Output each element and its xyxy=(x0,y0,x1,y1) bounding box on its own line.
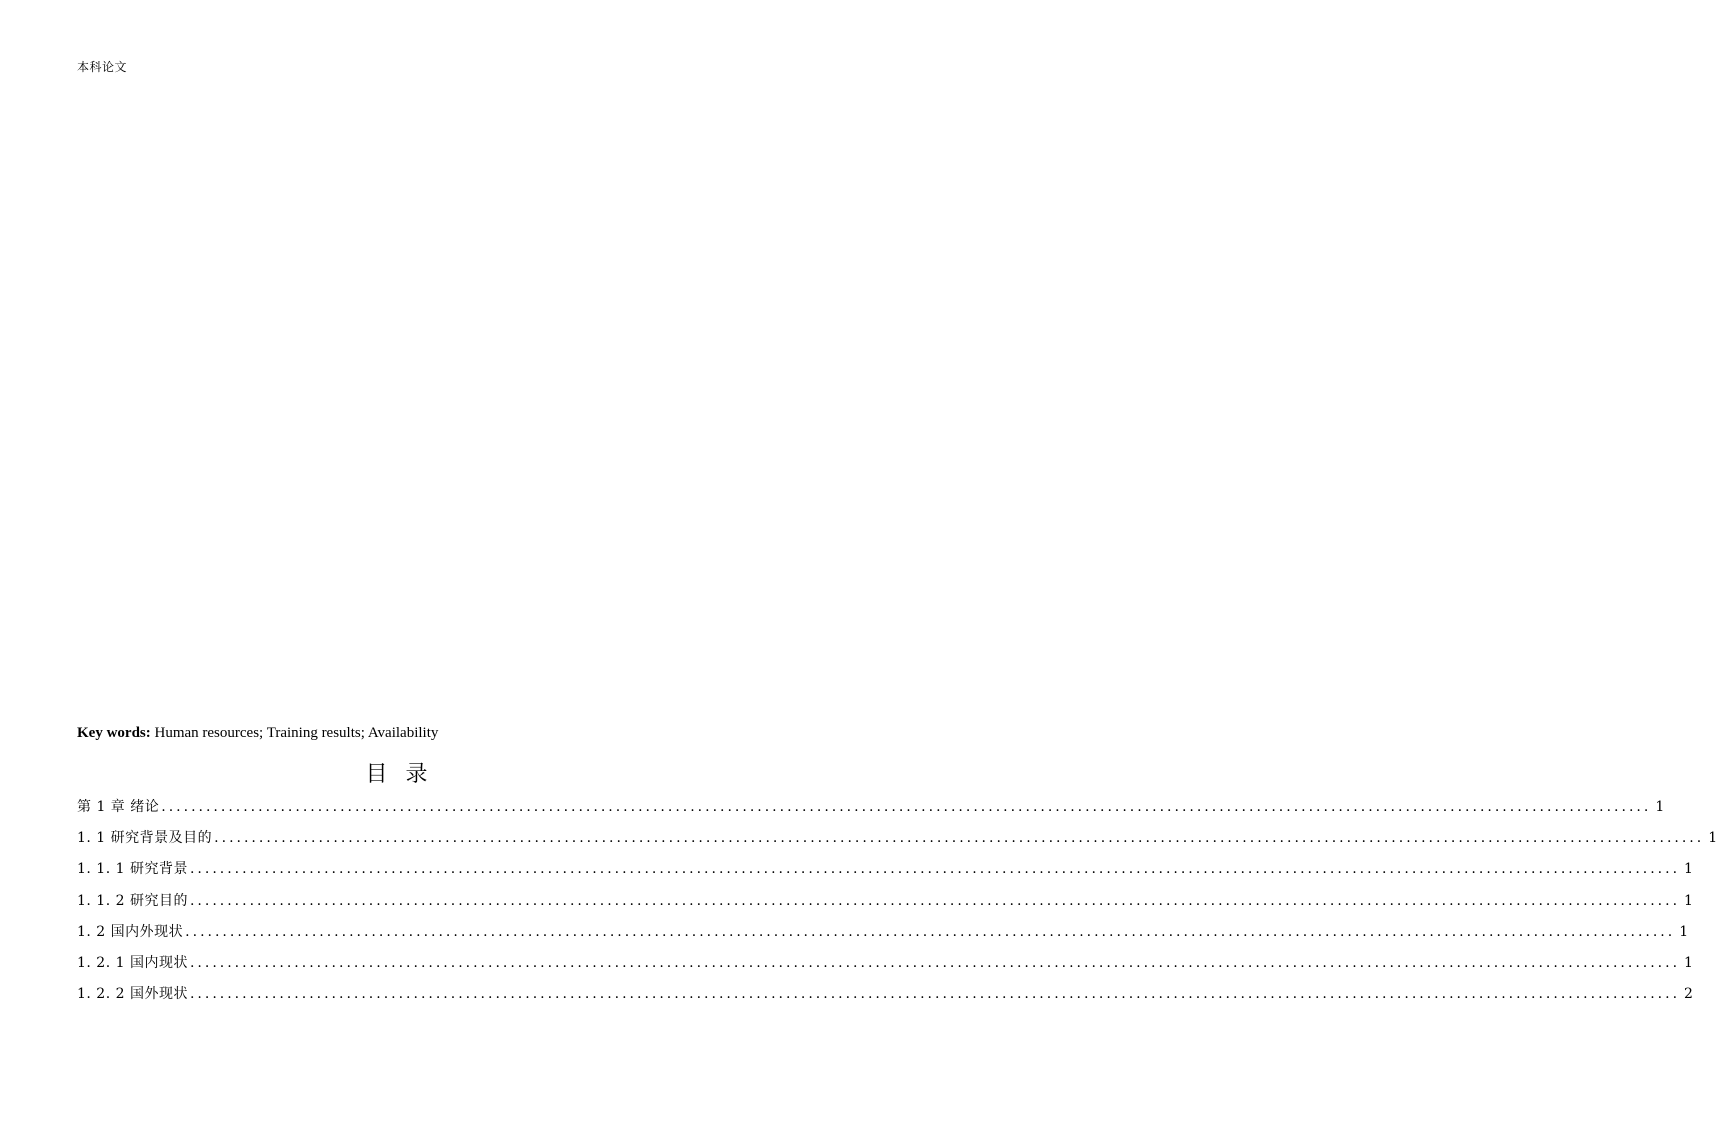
toc-entry-label: 1. 1 研究背景及目的 xyxy=(77,830,213,847)
toc-entry-page: 1 xyxy=(1684,892,1694,909)
toc-entry-page: 1 xyxy=(1684,861,1694,878)
keywords-line xyxy=(77,725,438,742)
toc-dot-leader: ........................................................................................................................................................................................................ xyxy=(189,954,1681,971)
toc-dot-leader: ........................................................................................................................................................................................................ xyxy=(189,861,1681,878)
toc-title: 目录 xyxy=(365,762,446,787)
toc-entry[interactable] xyxy=(77,827,1718,858)
toc-entry-page: 1 xyxy=(1655,799,1665,815)
toc-entry[interactable] xyxy=(77,983,1694,1014)
table-of-contents xyxy=(77,796,1718,1014)
toc-dot-leader: ........................................................................................................................................................................................................ xyxy=(189,892,1681,909)
toc-entry-label: 第 1 章 绪论 xyxy=(77,799,160,815)
toc-dot-leader: ........................................................................................................................................................................................................ xyxy=(189,986,1681,1003)
toc-entry-label: 1. 2. 1 国内现状 xyxy=(77,954,188,971)
toc-entry[interactable] xyxy=(77,890,1694,921)
toc-entry-label: 1. 2 国内外现状 xyxy=(77,923,184,940)
keywords-value: Human resources; Training results; Availability xyxy=(150,725,439,741)
toc-entry[interactable] xyxy=(77,952,1694,983)
page-header: 本科论文 xyxy=(77,60,128,74)
toc-entry-page: 1 xyxy=(1684,954,1694,971)
toc-entry-label: 1. 1. 2 研究目的 xyxy=(77,892,188,909)
toc-dot-leader: ........................................................................................................................................................................................................ xyxy=(214,830,1705,847)
toc-entry[interactable] xyxy=(77,796,1665,827)
toc-entry[interactable] xyxy=(77,858,1694,889)
toc-dot-leader: ........................................................................................................................................................................................................ xyxy=(161,799,1652,815)
toc-entry-page: 2 xyxy=(1684,986,1694,1003)
toc-entry[interactable] xyxy=(77,921,1689,952)
toc-entry-label: 1. 2. 2 国外现状 xyxy=(77,986,188,1003)
keywords-label: Key words: xyxy=(77,725,151,741)
toc-entry-label: 1. 1. 1 研究背景 xyxy=(77,861,188,878)
toc-dot-leader: ........................................................................................................................................................................................................ xyxy=(185,923,1676,940)
toc-entry-page: 1 xyxy=(1708,830,1718,847)
toc-entry-page: 1 xyxy=(1679,923,1689,940)
